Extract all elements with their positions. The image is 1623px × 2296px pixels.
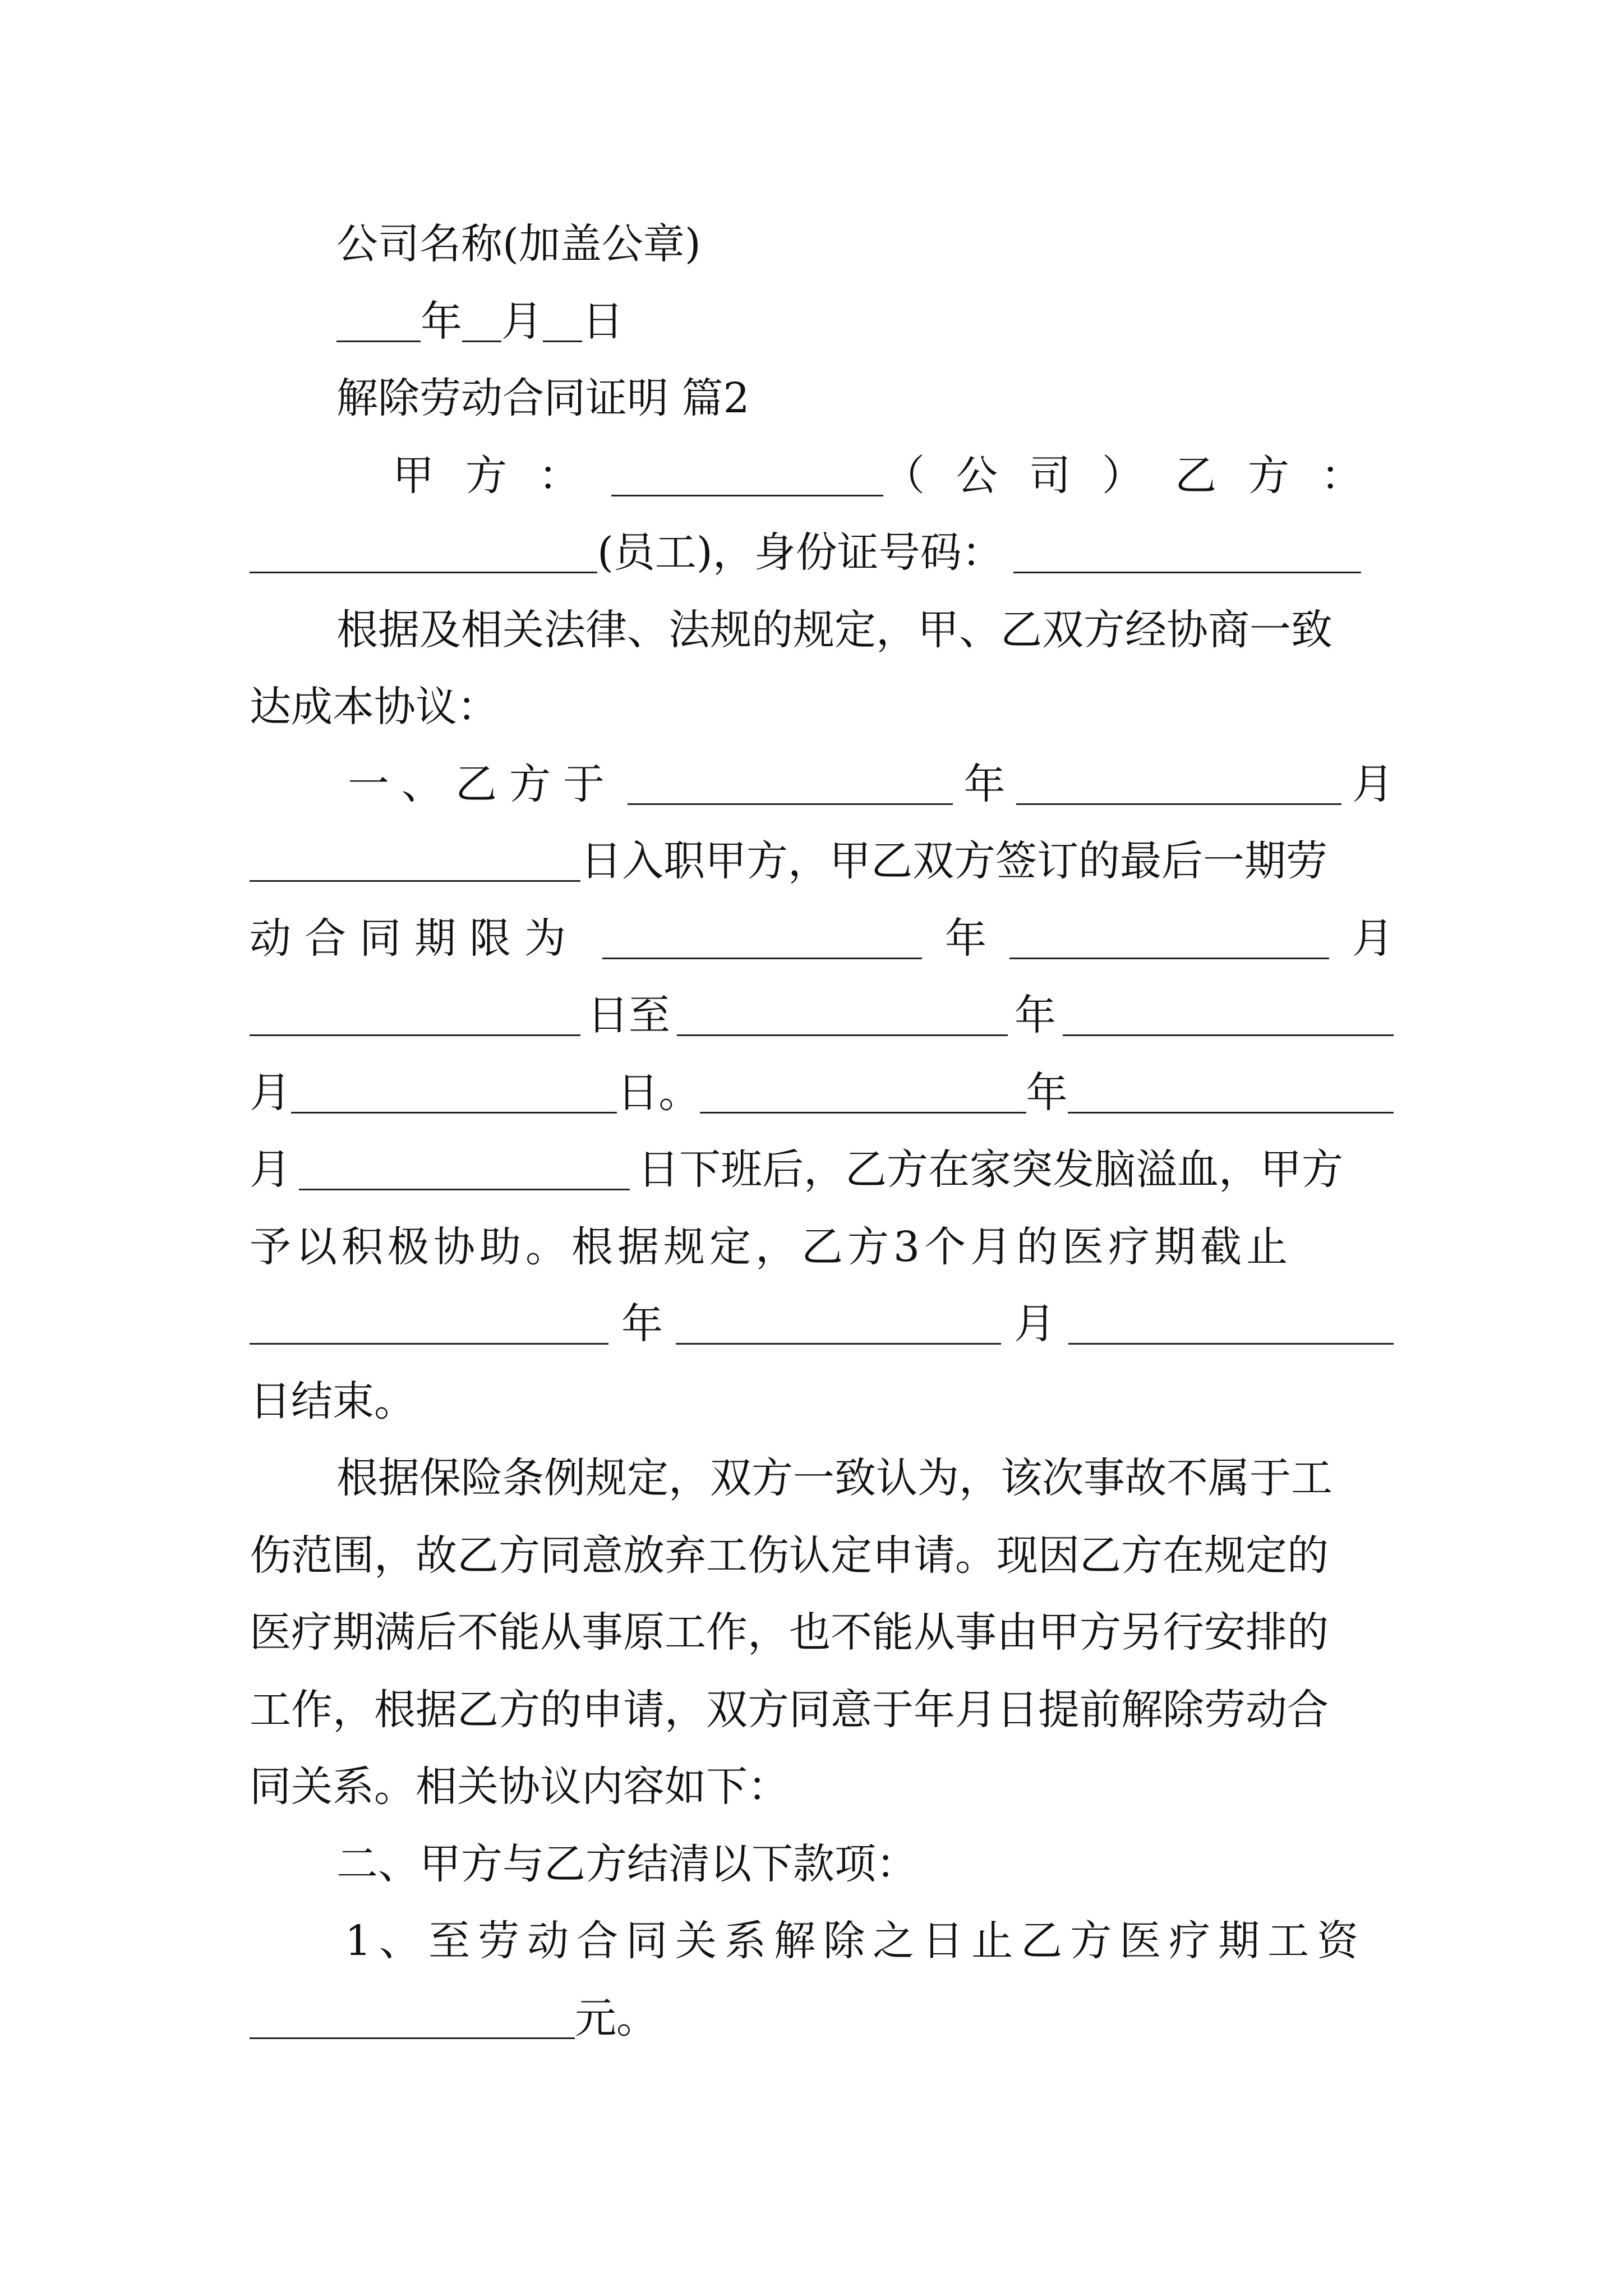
term-start-day-blank (250, 1002, 580, 1036)
term-start-month-label: 月 (1352, 914, 1394, 963)
entry-year-label: 年 (963, 760, 1006, 808)
period-end-month-label: 月 (1014, 1300, 1055, 1348)
id-number-blank (1013, 539, 1361, 573)
clause1-joined-text: 日入职甲方，甲乙双方签订的最后一期劳 (580, 837, 1327, 885)
incident-year-blank (700, 1079, 1026, 1114)
term-end-year-blank (677, 1002, 1008, 1036)
term-end-year-label: 年 (1015, 991, 1056, 1039)
month-label: 月 (501, 297, 543, 346)
company-seal-line (336, 205, 1481, 283)
clause1-line-6 (250, 1130, 1394, 1209)
employee-name-blank (250, 539, 597, 573)
year-blank (336, 308, 421, 342)
section-title: 解除劳动合同证明 篇2 (336, 374, 750, 422)
term-end-month-blank (1063, 1002, 1394, 1036)
day-blank (543, 308, 582, 342)
entry-month-blank (1016, 771, 1341, 805)
company-name-label: 公司名称(加盖公章) (336, 220, 701, 268)
entry-day-blank (250, 848, 580, 882)
clause1-line-1 (348, 745, 1394, 823)
incident-year-label: 年 (1026, 1069, 1068, 1117)
clause1-prefix: 一、乙方于 (348, 760, 617, 808)
intro-line-2 (250, 668, 1394, 746)
clause1-line-5 (250, 1053, 1394, 1132)
paragraph2-line-2 (250, 1516, 1394, 1595)
clause1-line-2 (250, 822, 1394, 900)
period-end-year-label: 年 (621, 1300, 663, 1348)
clause1-line-4 (250, 976, 1394, 1055)
signature-date-line (336, 282, 1481, 361)
term-start-year-blank (602, 925, 922, 959)
period-end-month-blank (676, 1310, 1001, 1345)
incident-text: 日下班后，乙方在家突发脑溢血，甲方 (638, 1145, 1343, 1194)
clause1-line-7 (250, 1208, 1394, 1286)
paragraph2-text-2: 伤范围，故乙方同意放弃工伤认定申请。现因乙方在规定的 (250, 1531, 1329, 1580)
term-start-year-label: 年 (945, 914, 986, 963)
clause1-line-8 (250, 1285, 1394, 1363)
paragraph2-line-4 (250, 1671, 1394, 1749)
day-label: 日 (582, 297, 624, 346)
term-day-to-label: 日至 (587, 991, 670, 1039)
section-title-line (336, 359, 1481, 438)
clause2-title: 二、甲方与乙方结清以下款项： (336, 1840, 917, 1888)
period-end-text: 日结束。 (250, 1377, 416, 1425)
clause2-item1-amount-line (250, 1979, 1394, 2058)
paragraph2-line-5 (250, 1747, 1394, 1826)
clause2-title-line (336, 1825, 1481, 1903)
salary-amount-blank (250, 2005, 575, 2039)
period-end-day-blank (1068, 1310, 1394, 1345)
intro-text-2: 达成本协议： (250, 683, 499, 731)
term-end-day-blank (291, 1079, 617, 1114)
period-end-year-blank (250, 1310, 608, 1345)
clause2-item1-text: 1、至劳动合同关系解除之日止乙方医疗期工资 (345, 1917, 1367, 1965)
term-end-month-label: 月 (250, 1069, 291, 1117)
paragraph2-text-3: 医疗期满后不能从事原工作，也不能从事由甲方另行安排的 (250, 1608, 1329, 1657)
employee-id-label: (员工)，身份证号码： (597, 528, 1003, 577)
medical-period-text: 予以积极协助。根据规定，乙方3个月的医疗期截止 (250, 1223, 1293, 1271)
contract-term-label: 动合同期限为 (250, 914, 579, 963)
incident-month-blank (1068, 1079, 1394, 1114)
paragraph2-line-1 (336, 1439, 1394, 1517)
entry-year-blank (628, 771, 953, 805)
company-label: （公司） (883, 452, 1175, 500)
year-label: 年 (421, 297, 462, 346)
term-end-day-label: 日。 (617, 1069, 700, 1117)
employee-line (250, 513, 1394, 592)
intro-line-1 (336, 591, 1394, 669)
party-a-line (393, 436, 1394, 515)
incident-day-blank (299, 1156, 630, 1190)
company-name-blank (611, 462, 883, 496)
clause2-item1-line (345, 1902, 1394, 1980)
salary-unit-label: 元。 (575, 1994, 658, 2042)
term-start-month-blank (1009, 925, 1329, 959)
clause1-line-3 (250, 899, 1394, 978)
party-a-label: 甲方： (393, 452, 611, 500)
month-blank (462, 308, 501, 342)
paragraph2-line-3 (250, 1593, 1394, 1672)
paragraph2-text-1: 根据保险条例规定，双方一致认为，该次事故不属于工 (336, 1454, 1332, 1502)
entry-month-label: 月 (1352, 760, 1394, 808)
clause1-line-9 (250, 1362, 1394, 1441)
paragraph2-text-4: 工作，根据乙方的申请，双方同意于年月日提前解除劳动合 (250, 1686, 1329, 1734)
party-b-label: 乙方： (1175, 452, 1394, 500)
paragraph2-text-5: 同关系。相关协议内容如下： (250, 1763, 789, 1811)
incident-month-label: 月 (250, 1145, 291, 1194)
intro-text-1: 根据及相关法律、法规的规定，甲、乙双方经协商一致 (336, 606, 1332, 654)
